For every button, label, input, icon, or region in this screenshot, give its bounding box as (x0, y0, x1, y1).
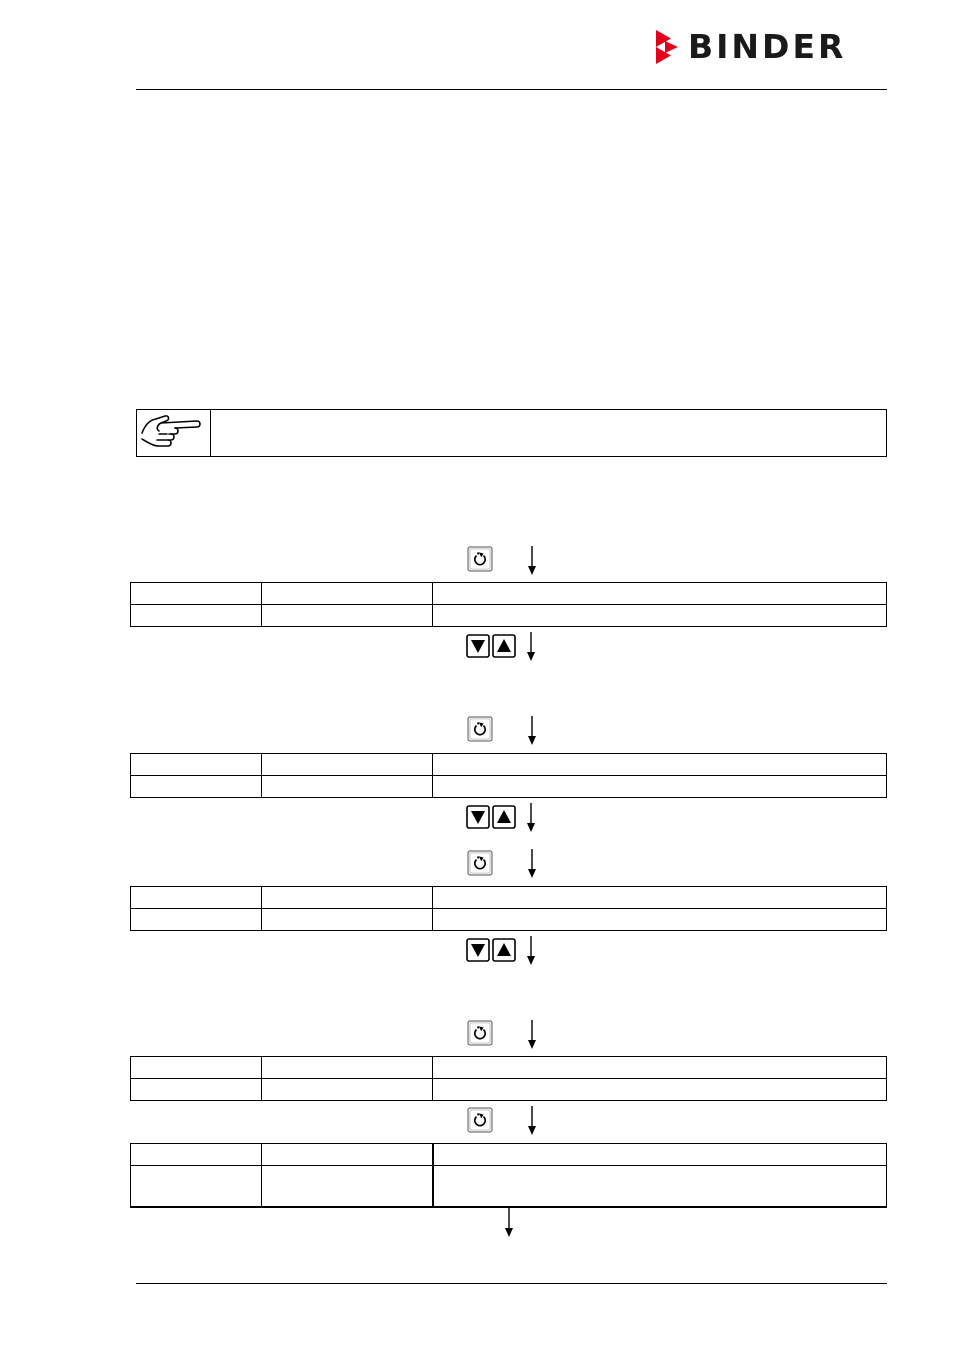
table-cell (131, 776, 262, 798)
enter-key-icon (467, 716, 493, 742)
table-row (131, 1144, 887, 1166)
enter-key-icon (467, 546, 493, 572)
table-cell (131, 1079, 262, 1101)
brand-mark-icon (656, 30, 680, 64)
parameter-table (130, 1143, 887, 1208)
table-cell (262, 754, 433, 776)
table-cell (433, 1079, 887, 1101)
enter-key-icon (467, 1020, 493, 1046)
table-cell (433, 754, 887, 776)
table-cell (433, 605, 887, 627)
note-icon-cell (137, 410, 211, 456)
table-cell (262, 1057, 433, 1079)
down-arrow-icon (526, 803, 536, 833)
table-cell (433, 909, 887, 931)
table-cell (433, 1166, 887, 1208)
table-cell (433, 1144, 887, 1166)
table-cell (433, 1057, 887, 1079)
table-cell (131, 583, 262, 605)
down-arrow-icon (527, 1106, 537, 1136)
brand-name: BINDER (688, 27, 847, 66)
down-arrow-icon (527, 1020, 537, 1050)
enter-key-icon (467, 850, 493, 876)
note-box (136, 409, 887, 457)
footer-divider (136, 1283, 887, 1284)
up-key-icon (492, 634, 516, 658)
table-cell (131, 1144, 262, 1166)
table-cell (433, 887, 887, 909)
down-arrow-icon (526, 632, 536, 662)
table-row (131, 1079, 887, 1101)
enter-key-icon (467, 1107, 493, 1133)
table-cell (262, 1166, 433, 1208)
brand-logo (656, 27, 888, 66)
table-cell (131, 909, 262, 931)
up-key-icon (492, 805, 516, 829)
table-cell (262, 887, 433, 909)
table-cell (433, 583, 887, 605)
table-cell (131, 754, 262, 776)
parameter-table (130, 582, 887, 627)
table-row (131, 776, 887, 798)
down-key-icon (466, 938, 490, 962)
table-row (131, 887, 887, 909)
table-cell (131, 1166, 262, 1208)
down-arrow-icon (504, 1208, 514, 1238)
down-arrow-icon (526, 936, 536, 966)
down-arrow-icon (527, 546, 537, 576)
table-row (131, 1166, 887, 1208)
table-row (131, 605, 887, 627)
table-row (131, 583, 887, 605)
table-cell (131, 605, 262, 627)
table-row (131, 754, 887, 776)
down-arrow-icon (527, 849, 537, 879)
header-divider (136, 89, 887, 90)
parameter-table (130, 886, 887, 931)
table-cell (262, 776, 433, 798)
table-cell (262, 605, 433, 627)
table-cell (262, 1079, 433, 1101)
table-row (131, 909, 887, 931)
table-cell (262, 583, 433, 605)
table-cell (262, 909, 433, 931)
down-key-icon (466, 805, 490, 829)
table-cell (433, 776, 887, 798)
table-row (131, 1057, 887, 1079)
parameter-table (130, 1056, 887, 1101)
table-cell (131, 887, 262, 909)
table-cell (131, 1057, 262, 1079)
down-arrow-icon (527, 716, 537, 746)
down-key-icon (466, 634, 490, 658)
parameter-table (130, 753, 887, 798)
up-key-icon (492, 938, 516, 962)
table-cell (262, 1144, 433, 1166)
pointing-hand-icon (139, 411, 205, 455)
